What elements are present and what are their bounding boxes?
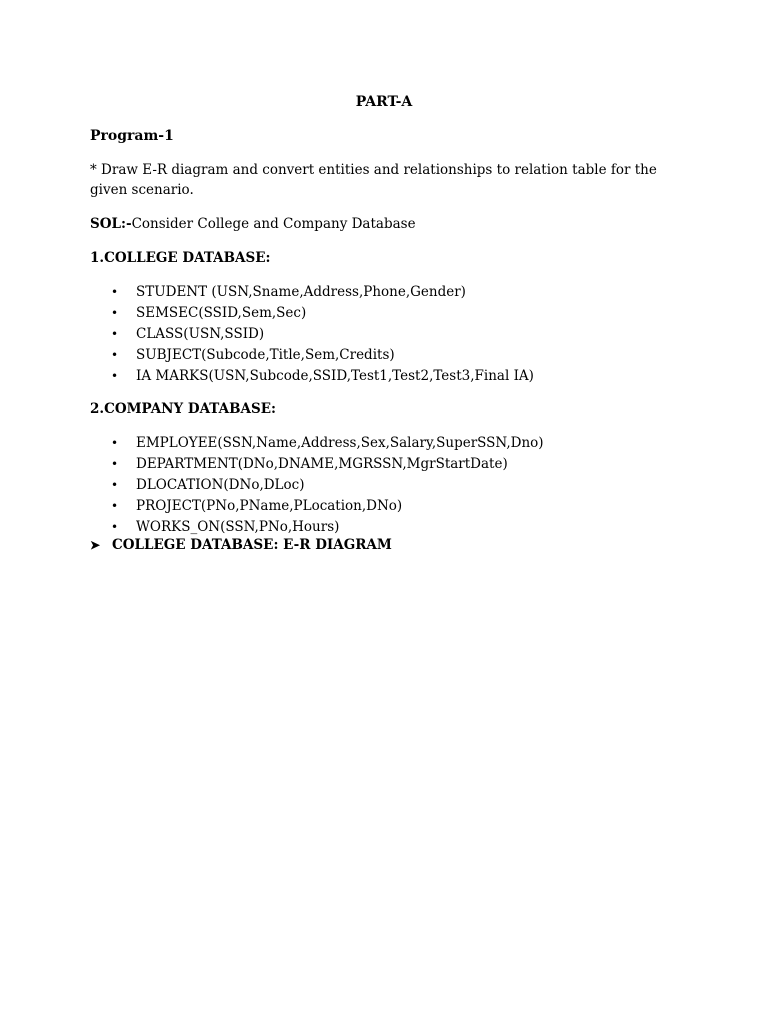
instruction-text: * Draw E-R diagram and convert entities and relationships to relation table for the given scenario.: [90, 162, 657, 198]
er-diagram-heading: [90, 537, 392, 553]
bullet-icon: •: [111, 369, 119, 383]
list-item: [108, 282, 534, 303]
bullet-icon: •: [111, 306, 119, 320]
list-item-text: SUBJECT(Subcode,Title,Sem,Credits): [136, 347, 395, 363]
list-item-text: WORKS_ON(SSN,PNo,Hours): [136, 519, 340, 535]
er-heading-text: COLLEGE DATABASE: E-R DIAGRAM: [112, 537, 392, 553]
list-item-text: DEPARTMENT(DNo,DNAME,MGRSSN,MgrStartDate): [136, 456, 508, 472]
list-item: [108, 517, 544, 538]
bullet-icon: •: [111, 327, 119, 341]
list-item: [108, 324, 534, 345]
part-title: PART-A: [355, 94, 413, 110]
list-item: [108, 475, 544, 496]
list-item: [108, 433, 544, 454]
bullet-icon: •: [111, 457, 119, 471]
bullet-icon: •: [111, 348, 119, 362]
bullet-icon: •: [111, 285, 119, 299]
list-item: [108, 496, 544, 517]
bullet-icon: •: [111, 478, 119, 492]
list-item-text: SEMSEC(SSID,Sem,Sec): [136, 305, 307, 321]
bullet-icon: •: [111, 520, 119, 534]
company-list: [108, 433, 544, 538]
bullet-icon: •: [111, 499, 119, 513]
list-item-text: DLOCATION(DNo,DLoc): [136, 477, 305, 493]
arrow-bullet-icon: ➤: [90, 538, 101, 552]
bullet-icon: •: [111, 436, 119, 450]
sol-text: Consider College and Company Database: [131, 216, 416, 232]
program-title: Program-1: [90, 128, 174, 144]
list-item: [108, 366, 534, 387]
list-item-text: PROJECT(PNo,PName,PLocation,DNo): [136, 498, 403, 514]
list-item-text: STUDENT (USN,Sname,Address,Phone,Gender): [136, 284, 466, 300]
list-item-text: EMPLOYEE(SSN,Name,Address,Sex,Salary,SuperSSN,Dno): [136, 435, 544, 451]
list-item-text: IA MARKS(USN,Subcode,SSID,Test1,Test2,Test3,Final IA): [136, 368, 534, 384]
list-item: [108, 454, 544, 475]
list-item: [108, 345, 534, 366]
sol-label: SOL:-: [90, 216, 132, 232]
college-heading: 1.COLLEGE DATABASE:: [90, 250, 271, 266]
list-item: [108, 303, 534, 324]
solution-line: [90, 216, 416, 232]
company-heading: 2.COMPANY DATABASE:: [90, 401, 276, 417]
list-item-text: CLASS(USN,SSID): [136, 326, 265, 342]
college-list: [108, 282, 534, 387]
